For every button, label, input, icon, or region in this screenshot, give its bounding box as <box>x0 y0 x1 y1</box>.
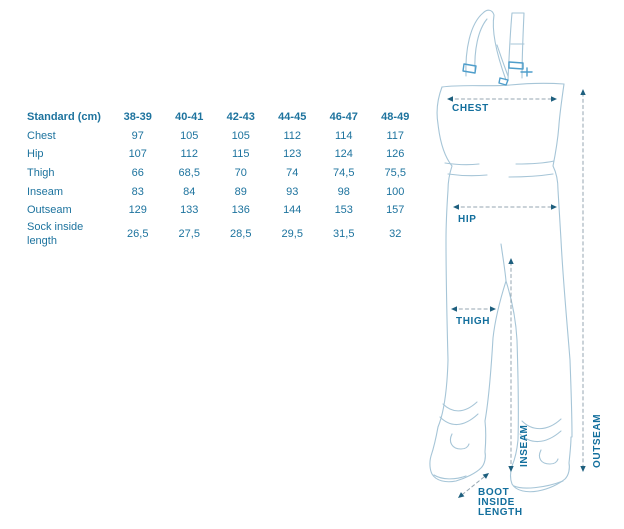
right-inner-leg <box>506 281 518 440</box>
measurement-labels <box>452 103 603 518</box>
table-cell: 153 <box>334 204 353 217</box>
measurement-lines <box>449 93 583 494</box>
row-label: Chest <box>27 129 56 142</box>
arrowhead <box>508 466 513 472</box>
right-strap <box>508 13 524 80</box>
left-buckle <box>463 64 476 73</box>
center-clip <box>499 78 508 85</box>
table-cell: 105 <box>180 129 199 142</box>
table-cell: 112 <box>283 129 302 142</box>
crotch-seam <box>501 244 506 281</box>
right-heel-arc <box>539 450 558 464</box>
table-cell: 26,5 <box>127 227 149 240</box>
right-buckle <box>509 62 523 69</box>
table-cell: 133 <box>180 204 199 217</box>
table-cell: 84 <box>183 185 196 198</box>
table-cell: 97 <box>131 129 144 142</box>
row-label: Sock inside length <box>27 220 84 247</box>
table-cell: 75,5 <box>384 166 406 179</box>
table-cell: 93 <box>286 185 299 198</box>
table-cell: 32 <box>389 227 402 240</box>
table-cell: 126 <box>386 148 405 161</box>
boot-inside-length-label-line2: INSIDE <box>478 497 515 508</box>
table-cell: 114 <box>334 129 353 142</box>
row-label: Outseam <box>27 204 72 217</box>
boot-inside-length-label-line1: BOOT <box>478 487 510 498</box>
arrowhead <box>580 466 585 472</box>
waist-seams <box>445 161 554 177</box>
table-cell: 31,5 <box>333 227 355 240</box>
left-boot-sole-line <box>434 475 466 479</box>
table-cell: 157 <box>386 204 405 217</box>
chest-label: CHEST <box>452 103 489 114</box>
arrowhead <box>551 204 557 209</box>
size-column-header: 42-43 <box>226 111 255 124</box>
row-label: Hip <box>27 148 44 161</box>
table-header-label: Standard (cm) <box>27 111 101 124</box>
size-column-header: 38-39 <box>123 111 152 124</box>
left-ankle-chevrons <box>440 402 478 425</box>
table-cell: 115 <box>231 148 250 161</box>
table-cell: 98 <box>337 185 350 198</box>
arrowhead <box>447 96 453 101</box>
thigh-label: THIGH <box>456 316 491 327</box>
arrowhead <box>490 306 496 311</box>
table-cell: 28,5 <box>230 227 252 240</box>
table-cell: 129 <box>128 204 147 217</box>
table-cell: 74,5 <box>333 166 355 179</box>
table-cell: 124 <box>334 148 353 161</box>
table-cell: 112 <box>180 148 199 161</box>
left-heel-arc <box>450 434 469 449</box>
arrowhead <box>580 89 585 95</box>
left-inner-leg <box>485 281 506 421</box>
size-table <box>27 108 421 248</box>
arrowhead <box>508 258 513 264</box>
row-label: Inseam <box>27 185 64 198</box>
hip-label: HIP <box>458 214 477 225</box>
table-cell: 136 <box>231 204 250 217</box>
size-column-header: 40-41 <box>175 111 204 124</box>
table-cell: 29,5 <box>281 227 303 240</box>
table-cell: 68,5 <box>178 166 200 179</box>
table-cell: 123 <box>283 148 302 161</box>
table-cell: 107 <box>128 148 147 161</box>
table-cell: 27,5 <box>178 227 200 240</box>
inseam-label: INSEAM <box>519 424 530 467</box>
outseam-label: OUTSEAM <box>592 413 603 468</box>
table-cell: 117 <box>386 129 405 142</box>
table-cell: 105 <box>231 129 250 142</box>
table-cell: 74 <box>286 166 299 179</box>
arrowhead <box>551 96 557 101</box>
size-column-header: 48-49 <box>381 111 410 124</box>
table-cell: 66 <box>131 166 144 179</box>
table-cell: 144 <box>283 204 302 217</box>
torso-left-edge <box>437 87 452 427</box>
waders-illustration <box>430 10 572 492</box>
table-cell: 83 <box>131 185 144 198</box>
waders-diagram <box>410 0 624 529</box>
torso-right-edge <box>553 84 572 437</box>
right-boot-sole-line <box>514 481 563 488</box>
boot-inside-length-label-line3: LENGTH <box>478 507 523 518</box>
left-strap-inner-edge <box>475 19 487 72</box>
size-column-header: 44-45 <box>278 111 307 124</box>
table-cell: 100 <box>386 185 405 198</box>
size-column-header: 46-47 <box>329 111 358 124</box>
arrowhead <box>453 204 459 209</box>
left-boot <box>430 421 486 482</box>
table-cell: 89 <box>234 185 247 198</box>
arrowhead <box>451 306 457 311</box>
table-cell: 70 <box>234 166 247 179</box>
row-label: Thigh <box>27 166 55 179</box>
